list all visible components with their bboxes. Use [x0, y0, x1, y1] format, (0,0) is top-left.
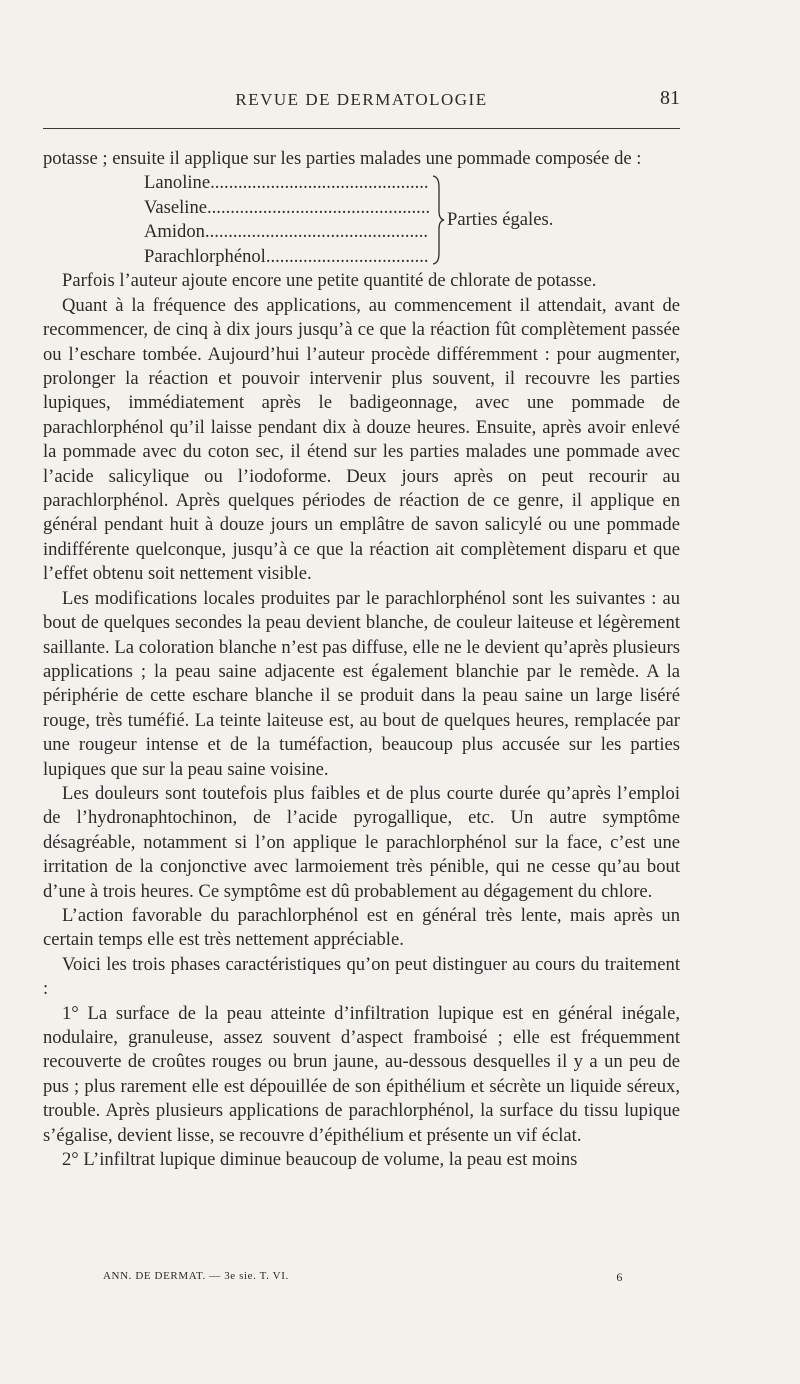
ingredient-name: Amidon	[144, 221, 205, 243]
ingredient-row	[144, 220, 429, 244]
ingredient-name: Lanoline	[144, 172, 211, 194]
ingredient-row	[144, 245, 429, 269]
recipe-formula	[43, 171, 680, 269]
leader-dots	[266, 245, 429, 269]
leader-dots	[207, 196, 429, 220]
intro-paragraph: potasse ; ensuite il applique sur les parties malades une pommade composée de :	[43, 148, 642, 169]
page-footer	[103, 1270, 623, 1286]
paragraph: Voici les trois phases caractéristiques qu’on peut distinguer au cours du traitement :	[43, 953, 680, 1000]
curly-brace-icon	[431, 175, 445, 265]
ingredient-name: Parachlorphénol	[144, 245, 266, 267]
leader-dots	[210, 171, 429, 195]
paragraph: Quant à la fréquence des applications, au commencement il attendait, avant de recommencer, de cinq à dix jours jusqu’à ce que la réaction fût complètement passée ou l’eschare tombée. Aujourd’hui l’auteur procède différemment : pour augmenter, prolonger la réaction et pouvoir intervenir plus souvent, il recouvre les parties lupiques, immédiatement après le badigeonnage, avec une pommade de parachlorphénol qu’il laisse pendant dix à douze heures. Ensuite, après avoir enlevé la pommade avec du coton sec, il étend sur les parties malades une pommade avec l’acide salicylique ou l’iodoforme. Deux jours après on peut recourir au parachlorphénol. Après quelques périodes de réaction de ce genre, il applique en général pendant huit à douze jours un emplâtre de savon salicylé ou une pommade indifférente quelconque, jusqu’à ce que la réaction ait complètement disparu et que l’effet obtenu soit nettement visible.	[43, 294, 680, 585]
page-header	[43, 87, 680, 118]
body-text	[43, 147, 680, 1172]
paragraph: Les douleurs sont toutefois plus faibles et de plus courte durée qu’après l’emploi de l’hydronaphtochinon, de l’acide pyrogallique, etc. Un autre symptôme désagréable, notamment si l’on applique le parachlorphénol sur la face, c’est une irritation de la conjonctive avec larmoiement très pénible, qui ne cesse qu’au bout d’une à trois heures. Ce symptôme est dû probablement au dégagement du chlore.	[43, 782, 680, 902]
ingredient-name: Vaseline	[144, 196, 207, 218]
running-title: REVUE DE DERMATOLOGIE	[235, 90, 488, 109]
page-number: 81	[660, 87, 680, 109]
ingredient-row	[144, 196, 429, 220]
paragraph: 2° L’infiltrat lupique diminue beaucoup de volume, la peau est moins	[62, 1149, 578, 1171]
paragraph: L’action favorable du parachlorphénol est en général très lente, mais après un certain temps elle est très nettement appréciable.	[43, 904, 680, 951]
paragraph: Parfois l’auteur ajoute encore une petite quantité de chlorate de potasse.	[62, 270, 597, 292]
printer-signature: ANN. DE DERMAT. — 3e sie. T. VI.	[103, 1270, 289, 1282]
ingredient-row	[144, 171, 429, 195]
leader-dots	[205, 220, 429, 244]
paragraph: Les modifications locales produites par le parachlorphénol sont les suivantes : au bout de quelques secondes la peau devient blanche, de couleur laiteuse et légèrement saillante. La coloration blanche n’est pas diffuse, elle ne le devient qu’après plusieurs applications ; la peau saine adjacente est également blanchie par le remède. A la périphérie de cette eschare blanche il se produit dans la peau saine un large liséré rouge, très tuméfié. La teinte laiteuse est, au bout de quelques heures, remplacée par une rougeur intense et de la tuméfaction, beaucoup plus accusée sur les parties lupiques que sur la peau saine voisine.	[43, 587, 680, 780]
header-rule	[43, 128, 680, 129]
signature-mark: 6	[616, 1270, 623, 1284]
recipe-quantity: Parties égales.	[447, 209, 554, 231]
paragraph: 1° La surface de la peau atteinte d’infiltration lupique est en général inégale, nodulaire, granuleuse, assez souvent d’aspect framboisé ; elle est fréquemment recouverte de croûtes rouges ou brun jaune, au-dessous desquelles il y a un peu de pus ; plus rarement elle est dépouillée de son épithélium et sécrète un liquide séreux, trouble. Après plusieurs applications de parachlorphénol, la surface du tissu lupique s’égalise, devient lisse, se recouvre d’épithélium et présente un vif éclat.	[43, 1002, 680, 1146]
ingredient-list	[144, 171, 429, 269]
